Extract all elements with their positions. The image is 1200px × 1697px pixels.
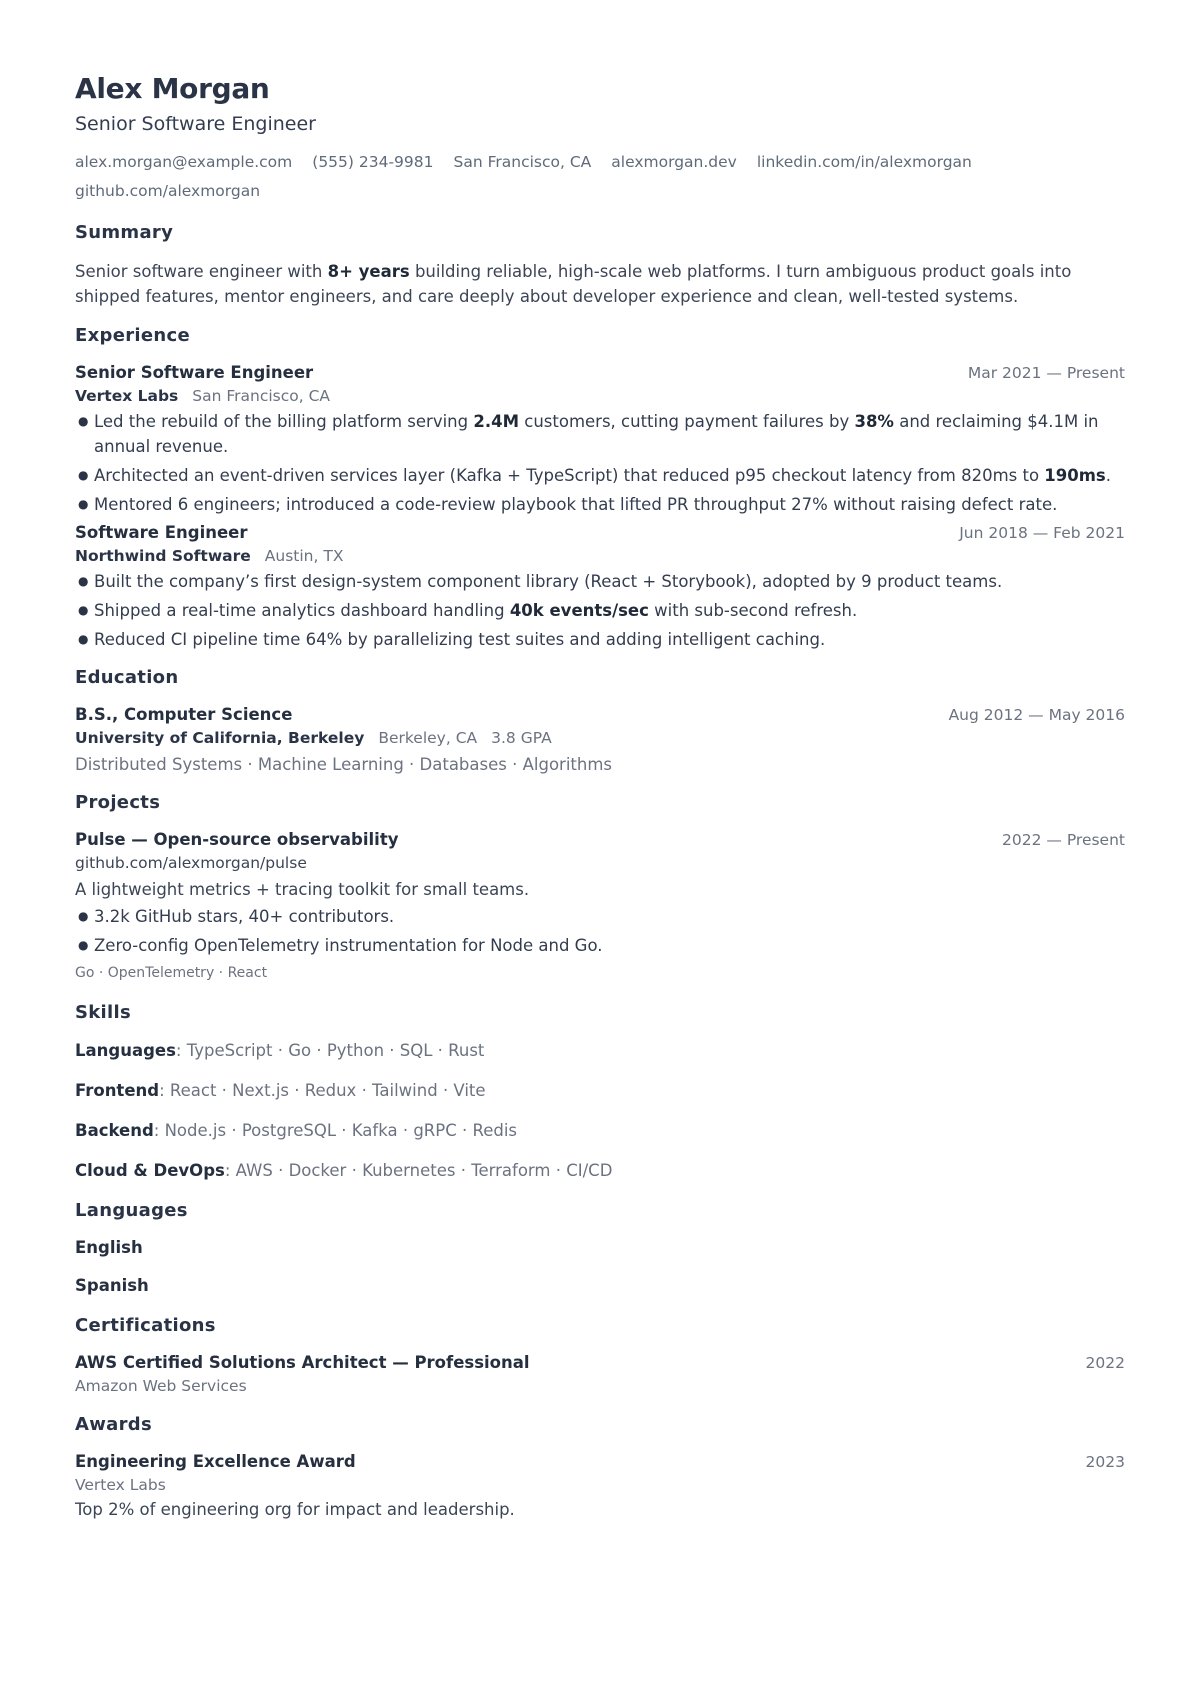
project-dates: 2022 — Present <box>1002 831 1125 849</box>
job-company: Northwind Software <box>75 547 251 565</box>
gpa: 3.8 GPA <box>491 729 552 747</box>
skill-group: Languages: TypeScript · Go · Python · SQL · Rust <box>75 1041 485 1060</box>
job-location: San Francisco, CA <box>192 387 331 405</box>
job-dates: Jun 2018 — Feb 2021 <box>959 524 1125 542</box>
education-dates: Aug 2012 — May 2016 <box>948 706 1125 724</box>
experience-entry <box>75 361 1125 517</box>
section-title-summary: Summary <box>75 222 174 243</box>
contact-github[interactable]: github.com/alexmorgan <box>75 182 261 200</box>
job-bullets <box>75 569 1125 652</box>
award-year: 2023 <box>1085 1453 1125 1471</box>
contact-location: San Francisco, CA <box>453 153 592 171</box>
section-title-certifications: Certifications <box>75 1315 216 1336</box>
bullet-item: ● Mentored 6 engineers; introduced a code-review playbook that lifted PR throughput 27% without raising defect rate. <box>75 492 1125 517</box>
school-location: Berkeley, CA <box>378 729 478 747</box>
coursework: Distributed Systems · Machine Learning · Databases · Algorithms <box>75 755 612 774</box>
skill-group: Frontend: React · Next.js · Redux · Tailwind · Vite <box>75 1081 486 1100</box>
contact-list <box>75 148 1125 206</box>
job-bullets <box>75 409 1125 517</box>
certification-issuer: Amazon Web Services <box>75 1377 247 1395</box>
skill-group: Cloud & DevOps: AWS · Docker · Kubernetes · Terraform · CI/CD <box>75 1161 613 1180</box>
candidate-name: Alex Morgan <box>75 72 270 105</box>
contact-linkedin[interactable]: linkedin.com/in/alexmorgan <box>756 153 972 171</box>
degree: B.S., Computer Science <box>75 705 293 724</box>
bullet-item: ● 3.2k GitHub stars, 40+ contributors. <box>75 904 1125 929</box>
language-item: English <box>75 1238 143 1257</box>
job-role: Senior Software Engineer <box>75 363 314 382</box>
skill-group: Backend: Node.js · PostgreSQL · Kafka · gRPC · Redis <box>75 1121 518 1140</box>
languages-list <box>75 1236 1125 1298</box>
summary-text: Senior software engineer with 8+ years building reliable, high-scale web platforms. I turn ambiguous product goals into shipped features, mentor engineers, and care deeply about developer experience and clean, well-tested systems. <box>75 262 1072 306</box>
section-title-education: Education <box>75 667 179 688</box>
bullet-item: ● Built the company’s first design-system component library (React + Storybook), adopted by 9 product teams. <box>75 569 1125 594</box>
section-title-languages: Languages <box>75 1200 188 1221</box>
candidate-headline: Senior Software Engineer <box>75 113 316 135</box>
certification-entry <box>75 1351 1125 1397</box>
project-description: A lightweight metrics + tracing toolkit for small teams. <box>75 880 530 899</box>
bullet-item: ● Zero-config OpenTelemetry instrumentation for Node and Go. <box>75 933 1125 958</box>
section-title-awards: Awards <box>75 1414 152 1435</box>
language-item: Spanish <box>75 1276 149 1295</box>
project-name: Pulse — Open-source observability <box>75 830 399 849</box>
bullet-item: ● Reduced CI pipeline time 64% by parallelizing test suites and adding intelligent caching. <box>75 627 1125 652</box>
project-link[interactable]: github.com/alexmorgan/pulse <box>75 854 307 872</box>
bullet-item: ● Shipped a real-time analytics dashboard handling 40k events/sec with sub-second refresh. <box>75 598 1125 623</box>
bullet-item: ● Architected an event-driven services layer (Kafka + TypeScript) that reduced p95 checkout latency from 820ms to 190ms. <box>75 463 1125 488</box>
award-entry <box>75 1450 1125 1522</box>
section-title-projects: Projects <box>75 792 161 813</box>
award-description: Top 2% of engineering org for impact and leadership. <box>75 1500 515 1519</box>
project-entry <box>75 828 1125 984</box>
award-issuer: Vertex Labs <box>75 1476 166 1494</box>
project-bullets <box>75 904 1125 958</box>
bullet-item: ● Led the rebuild of the billing platform serving 2.4M customers, cutting payment failures by 38% and reclaiming $4.1M in annual revenue. <box>75 409 1125 459</box>
skills-list <box>75 1039 1125 1183</box>
job-role: Software Engineer <box>75 523 248 542</box>
education-entry <box>75 703 1125 777</box>
certification-name: AWS Certified Solutions Architect — Professional <box>75 1353 530 1372</box>
experience-entry <box>75 521 1125 652</box>
contact-website[interactable]: alexmorgan.dev <box>611 153 737 171</box>
section-title-experience: Experience <box>75 325 190 346</box>
school-name: University of California, Berkeley <box>75 729 365 747</box>
certification-year: 2022 <box>1085 1354 1125 1372</box>
job-dates: Mar 2021 — Present <box>967 364 1125 382</box>
contact-phone: (555) 234-9981 <box>312 153 434 171</box>
contact-email[interactable]: alex.morgan@example.com <box>75 153 293 171</box>
project-tech: Go · OpenTelemetry · React <box>75 965 268 981</box>
section-title-skills: Skills <box>75 1002 131 1023</box>
award-name: Engineering Excellence Award <box>75 1452 356 1471</box>
job-location: Austin, TX <box>264 547 344 565</box>
job-company: Vertex Labs <box>75 387 179 405</box>
